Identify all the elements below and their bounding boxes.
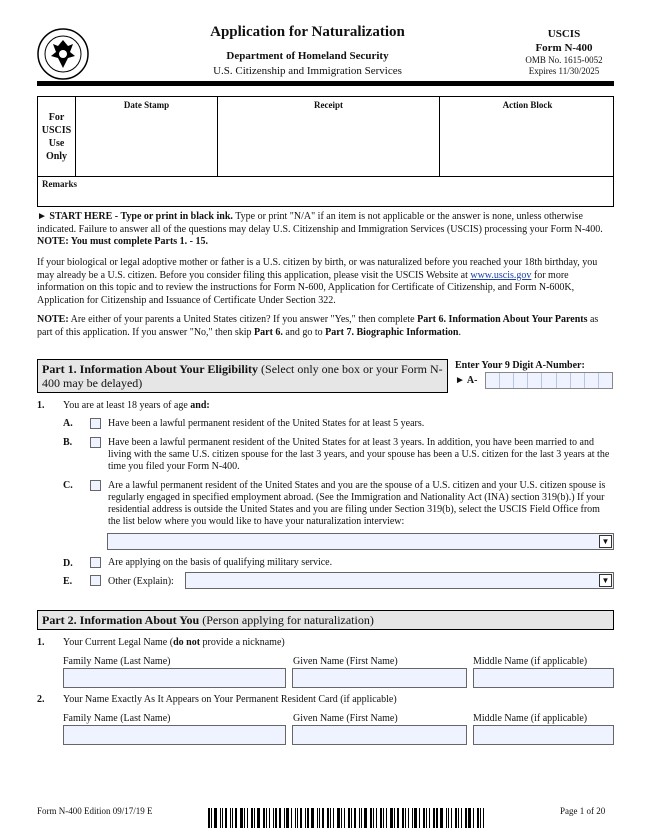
form-title: Application for Naturalization: [210, 24, 405, 40]
a-number-input[interactable]: [485, 372, 613, 389]
current-family-name-input[interactable]: [63, 668, 286, 688]
action-block-label: Action Block: [502, 100, 553, 110]
q1-text-a: Your Current Legal Name (: [63, 637, 174, 648]
receipt-cell: [218, 97, 440, 177]
option-e-letter: E.: [63, 576, 73, 587]
option-d-text: Are applying on the basis of qualifying military service.: [108, 557, 333, 568]
form-id-block: [505, 27, 623, 77]
part1-q1-text: [63, 400, 210, 412]
given-name-label: Given Name (First Name): [293, 656, 398, 667]
option-c-letter: C.: [63, 480, 73, 491]
field-office-select[interactable]: [107, 533, 614, 550]
a-number-prefix: ► A-: [455, 375, 478, 386]
note-text-3: and go to: [282, 326, 326, 338]
current-middle-name-input[interactable]: [473, 668, 614, 688]
current-given-name-input[interactable]: [292, 668, 467, 688]
form-id: Form N-400: [535, 42, 593, 54]
q1-text-b: provide a nickname): [200, 637, 285, 648]
complete-parts-note: NOTE: You must complete Parts 1. - 15.: [37, 236, 209, 247]
note-text-1: Are either of your parents a United States citizen? If you answer "Yes," then complete: [68, 314, 418, 325]
part2-header: [37, 610, 614, 630]
q1-and: and:: [190, 400, 210, 411]
option-c-checkbox[interactable]: [90, 480, 101, 491]
part1-subtitle: (Select only one box or your Form N-400 may be delayed): [42, 362, 443, 390]
part2-q2-number: 2.: [37, 694, 45, 705]
agency-label: USCIS: [547, 28, 581, 40]
option-b-checkbox[interactable]: [90, 437, 101, 448]
family-name-label: Family Name (Last Name): [63, 713, 171, 724]
part2-q1-number: 1.: [37, 637, 45, 648]
for-uscis-line-2: USCIS: [41, 125, 72, 136]
option-d-letter: D.: [63, 558, 73, 569]
uscis-website-link[interactable]: www.uscis.gov: [470, 269, 532, 281]
option-e-checkbox[interactable]: [90, 575, 101, 586]
parent-citizen-paragraph: [37, 257, 614, 307]
card-middle-name-input[interactable]: [473, 725, 614, 745]
for-uscis-line-4: Only: [45, 151, 68, 162]
part2-q2-text: Your Name Exactly As It Appears on Your Permanent Resident Card (if applicable): [63, 694, 397, 705]
service-name: U.S. Citizenship and Immigration Services: [213, 65, 402, 77]
part2-title: Part 2. Information About You: [42, 613, 200, 627]
receipt-label: Receipt: [314, 100, 343, 110]
note-text-2: as part of this application. If you answer "No," then skip: [37, 314, 599, 338]
given-name-label: Given Name (First Name): [293, 713, 398, 724]
start-here-paragraph: [37, 211, 614, 249]
date-stamp-label: Date Stamp: [123, 100, 170, 110]
family-name-label: Family Name (Last Name): [63, 656, 171, 667]
option-c-text: Are a lawful permanent resident of the United States and you are the spouse of a U.S. citizen and your U.S. citizen spouse is regularly engaged in specified employment abroad. (See the Immigration and Nationality Act (INA) section 319(b).) If your residential address is outside the United States and you are filing under Section 319(b), select the USCIS Field Office from the list below where you would like to have your naturalization interview:: [108, 480, 606, 527]
for-uscis-line-1: For: [48, 112, 65, 123]
middle-name-label: Middle Name (if applicable): [473, 713, 588, 724]
option-d-checkbox[interactable]: [90, 557, 101, 568]
a-number-label: Enter Your 9 Digit A-Number:: [455, 360, 585, 371]
dhs-seal-icon: [37, 28, 89, 80]
part2-subtitle: (Person applying for naturalization): [199, 613, 374, 627]
part1-title: Part 1. Information About Your Eligibility: [42, 362, 259, 376]
q1-do-not: do not: [173, 637, 201, 648]
action-block-cell: [440, 97, 615, 177]
option-a-letter: A.: [63, 418, 73, 429]
part1-header: [37, 359, 448, 393]
note-text-4: .: [458, 326, 461, 338]
parent-text-2: for more information on this topic and to review the instructions for Form N-600, Application for Certificate of Citizenship, and Form N-600K, Application for Citizenship and Issuance of Certificate Under Section 322.: [37, 269, 575, 306]
form-edition: Form N-400 Edition 09/17/19 E: [37, 806, 153, 816]
option-b-text: Have been a lawful permanent resident of the United States for at least 3 years. In addition, you have been married to and living with the same U.S. citizen spouse for the last 3 years, and your spouse has been a U.S. citizen for the last 3 years at the time you filed your Form N-400.: [108, 437, 610, 472]
chevron-down-icon[interactable]: ▼: [599, 574, 612, 587]
part2-q1-text: [63, 637, 285, 649]
option-a-checkbox[interactable]: [90, 418, 101, 429]
for-uscis-use-cell: [38, 97, 76, 177]
expiration-date: Expires 11/30/2025: [528, 66, 600, 76]
for-uscis-line-3: Use: [48, 138, 65, 149]
remarks-label: Remarks: [42, 179, 77, 189]
option-a-text: Have been a lawful permanent resident of the United States for at least 5 years.: [108, 418, 425, 429]
card-family-name-input[interactable]: [63, 725, 286, 745]
office-use-box: [37, 96, 614, 207]
card-given-name-input[interactable]: [292, 725, 467, 745]
option-e-text: Other (Explain):: [108, 576, 174, 587]
note-part6-skip: Part 6.: [254, 326, 283, 338]
note-lead: NOTE:: [37, 314, 69, 325]
q1-text: You are at least 18 years of age: [63, 400, 191, 411]
parents-note-paragraph: [37, 314, 614, 339]
barcode-image: [208, 808, 488, 828]
omb-number: OMB No. 1615-0052: [525, 55, 603, 65]
header-rule: [37, 81, 614, 86]
part1-q1-number: 1.: [37, 400, 45, 411]
middle-name-label: Middle Name (if applicable): [473, 656, 588, 667]
department-name: Department of Homeland Security: [226, 50, 389, 62]
other-explain-select[interactable]: [185, 572, 614, 589]
start-here-text: Type or print "N/A" if an item is not applicable or the answer is none, unless otherwise indicated. Failure to answer all of the questions may delay U.S. Citizenship and Immigration Services (USCIS) processing your Form N-400.: [37, 211, 603, 235]
note-part6-ref: Part 6. Information About Your Parents: [417, 314, 588, 325]
date-stamp-cell: [76, 97, 218, 177]
page-number: Page 1 of 20: [560, 806, 606, 816]
option-b-letter: B.: [63, 437, 73, 448]
note-part7-ref: Part 7. Biographic Information: [325, 326, 459, 338]
parent-text-1: If your biological or legal adoptive mother or father is a U.S. citizen by birth, or was naturalized before you reached your 18th birthday, you may already be a U.S. citizen. Before you consider filing this application, please visit the USCIS Website at: [37, 257, 598, 281]
chevron-down-icon[interactable]: ▼: [599, 535, 612, 548]
start-here-bold: ► START HERE - Type or print in black ink.: [37, 211, 233, 222]
